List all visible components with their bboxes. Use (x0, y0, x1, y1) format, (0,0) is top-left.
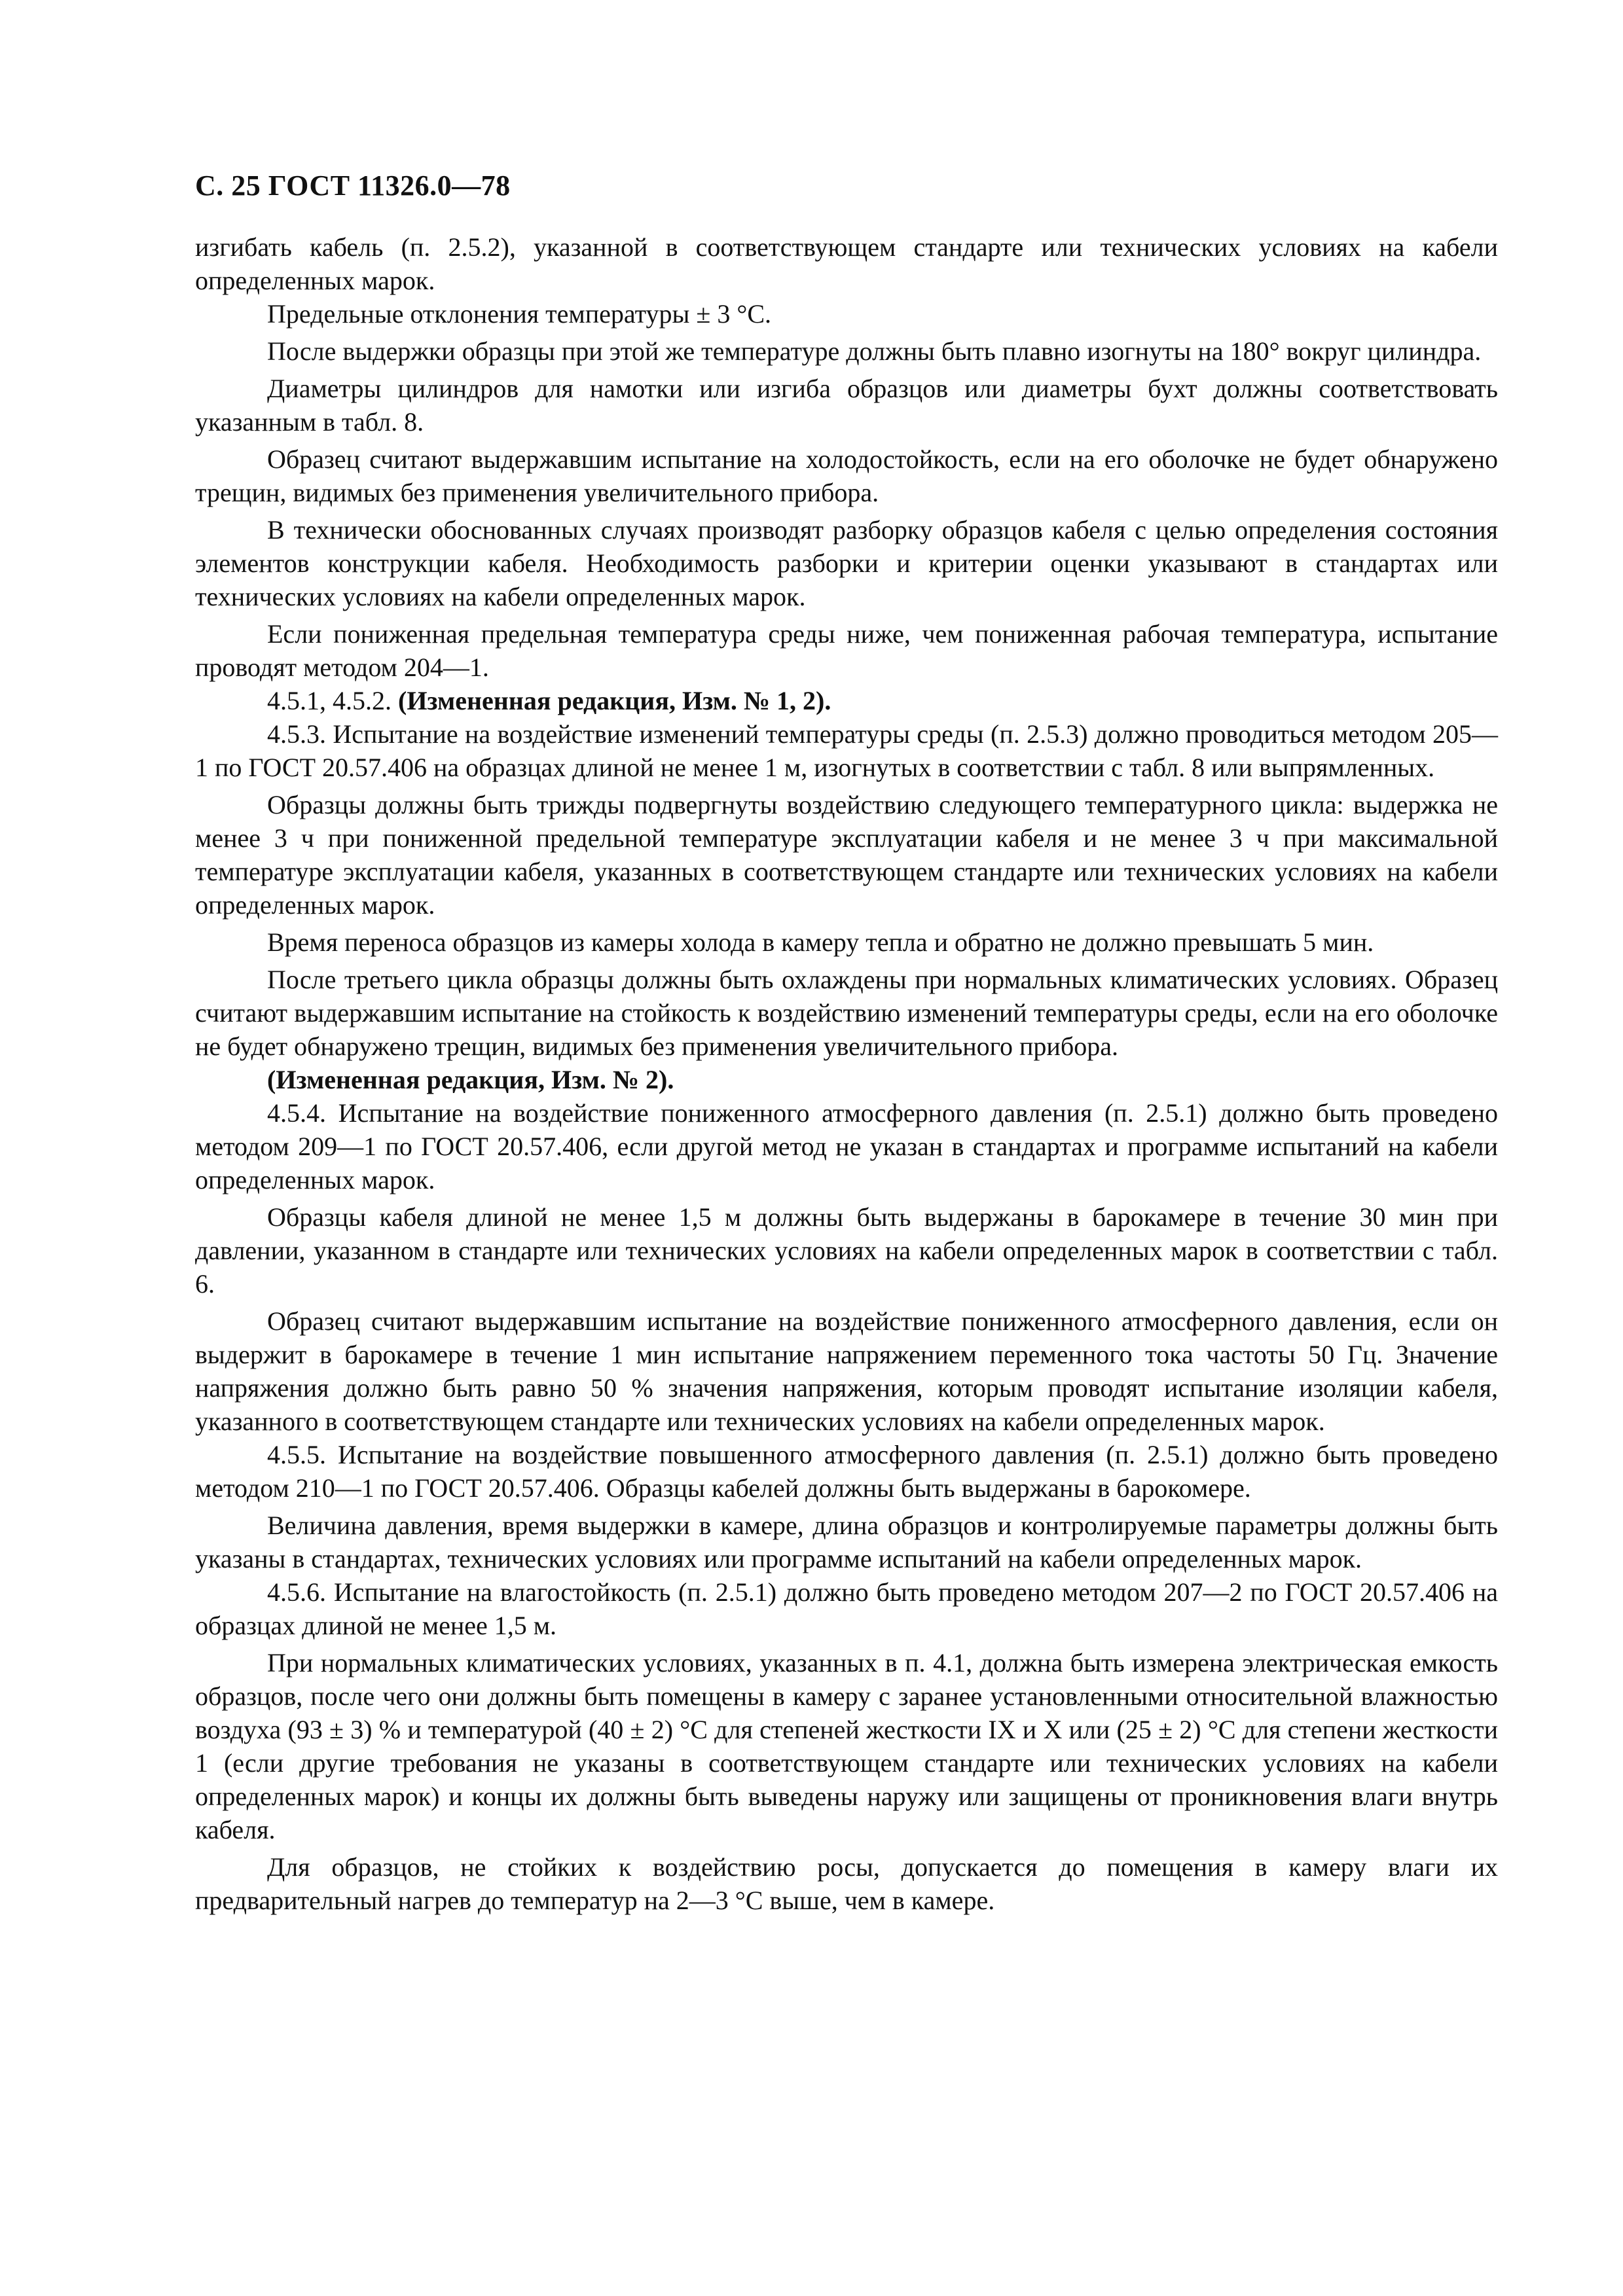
paragraph: 4.5.5. Испытание на воздействие повышенного атмосферного давления (п. 2.5.1) должно быть проведено методом 210—1 по ГОСТ 20.57.406. Образцы кабелей должны быть выдержаны в барокомере. (195, 1440, 1498, 1503)
clause-number: 4.5.1, 4.5.2. (267, 686, 392, 715)
paragraph: Образцы должны быть трижды подвергнуты воздействию следующего температурного цикла: выдержка не менее 3 ч при пониженной предельной температуре эксплуатации кабеля и не менее 3 ч при максимальной температуре эксплуатации кабеля, указанных в соответствующем стандарте или технических условиях на кабели определенных марок. (195, 790, 1498, 920)
amendment-note: (Измененная редакция, Изм. № 1, 2). (398, 686, 831, 715)
paragraph: Для образцов, не стойких к воздействию росы, допускается до помещения в камеру влаги их предварительный нагрев до температур на 2—3 °С выше, чем в камере. (195, 1852, 1498, 1915)
paragraph: После третьего цикла образцы должны быть охлаждены при нормальных климатических условиях. Образец считают выдержавшим испытание на стойкость к воздействию изменений температуры среды, если на его оболочке не будет обнаружено трещин, видимых без применения увеличительного прибора. (195, 965, 1498, 1061)
paragraph: В технически обоснованных случаях производят разборку образцов кабеля с целью определения состояния элементов конструкции кабеля. Необходимость разборки и критерии оценки указывают в стандартах или технических условиях на кабели определенных марок. (195, 515, 1498, 611)
paragraph: изгибать кабель (п. 2.5.2), указанной в соответствующем стандарте или технических условиях на кабели определенных марок. (195, 232, 1498, 295)
paragraph: При нормальных климатических условиях, указанных в п. 4.1, должна быть измерена электрическая емкость образцов, после чего они должны быть помещены в камеру с заранее установленными относительной влажностью воздуха (93 ± 3) % и температурой (40 ± 2) °С для степеней жесткости IX и X или (25 ± 2) °С для степени жесткости 1 (если другие требования не указаны в соответствующем стандарте или технических условиях на кабели определенных марок) и концы их должны быть выведены наружу или защищены от проникновения влаги внутрь кабеля. (195, 1648, 1498, 1844)
paragraph: После выдержки образцы при этой же температуре должны быть плавно изогнуты на 180° вокруг цилиндра. (267, 336, 1482, 366)
paragraph: Диаметры цилиндров для намотки или изгиба образцов или диаметры бухт должны соответствовать указанным в табл. 8. (195, 374, 1498, 437)
paragraph: 4.5.3. Испытание на воздействие изменений температуры среды (п. 2.5.3) должно проводиться методом 205—1 по ГОСТ 20.57.406 на образцах длиной не менее 1 м, изогнутых в соответствии с табл. 8 или выпрямленных. (195, 719, 1498, 782)
paragraph (195, 684, 1498, 717)
paragraph: 4.5.4. Испытание на воздействие пониженного атмосферного давления (п. 2.5.1) должно быть проведено методом 209—1 по ГОСТ 20.57.406, если другой метод не указан в стандартах и программе испытаний на кабели определенных марок. (195, 1098, 1498, 1194)
paragraph: 4.5.6. Испытание на влагостойкость (п. 2.5.1) должно быть проведено методом 207—2 по ГОСТ 20.57.406 на образцах длиной не менее 1,5 м. (195, 1577, 1498, 1640)
page-header: С. 25 ГОСТ 11326.0—78 (195, 170, 511, 202)
amendment-note: (Измененная редакция, Изм. № 2). (267, 1065, 674, 1094)
paragraph: Образец считают выдержавшим испытание на воздействие пониженного атмосферного давления, если он выдержит в барокамере в течение 1 мин испытание напряжением переменного тока частоты 50 Гц. Значение напряжения должно быть равно 50 % значения напряжения, которым проводят испытание изоляции кабеля, указанного в соответствующем стандарте или технических условиях на кабели определенных марок. (195, 1306, 1498, 1436)
paragraph: Образцы кабеля длиной не менее 1,5 м должны быть выдержаны в барокамере в течение 30 мин при давлении, указанном в стандарте или технических условиях на кабели определенных марок в соответствии с табл. 6. (195, 1202, 1498, 1299)
paragraph: Образец считают выдержавшим испытание на холодостойкость, если на его оболочке не будет обнаружено трещин, видимых без применения увеличительного прибора. (195, 444, 1498, 507)
document-body (195, 230, 1498, 1917)
paragraph: Величина давления, время выдержки в камере, длина образцов и контролируемые параметры должны быть указаны в стандартах, технических условиях или программе испытаний на кабели определенных марок. (195, 1511, 1498, 1573)
paragraph: Предельные отклонения температуры ± 3 °С. (267, 299, 772, 329)
paragraph: Время переноса образцов из камеры холода в камеру тепла и обратно не должно превышать 5 мин. (267, 927, 1374, 957)
paragraph: Если пониженная предельная температура среды ниже, чем пониженная рабочая температура, испытание проводят методом 204—1. (195, 619, 1498, 682)
